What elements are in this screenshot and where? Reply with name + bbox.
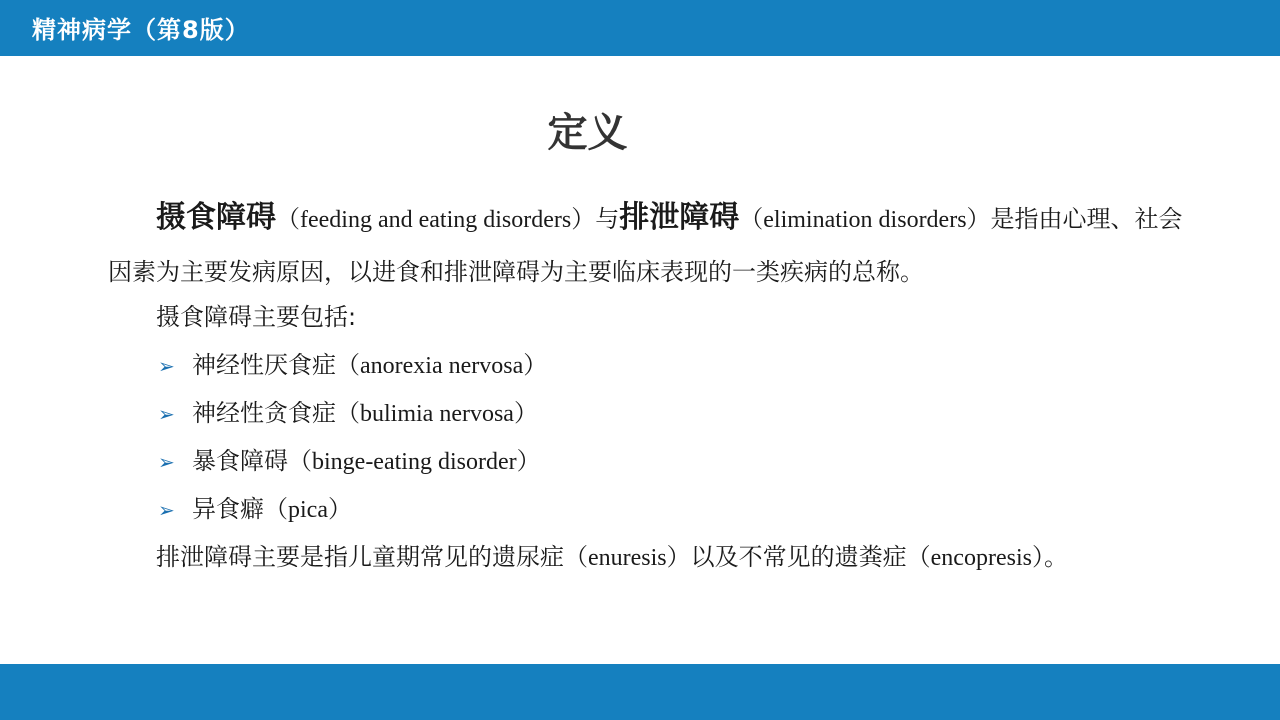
list-item [158, 493, 352, 526]
closing-part2: 以及不常见的遗粪症 [690, 543, 907, 571]
item-en: （bulimia nervosa） [336, 401, 538, 427]
list-item [158, 445, 541, 478]
item-en: （pica） [264, 497, 352, 523]
term-eating-disorders: 摄食障碍 [156, 200, 276, 235]
item-en: （binge-eating disorder） [288, 449, 541, 475]
item-cn: 暴食障碍 [192, 447, 288, 475]
item-en: （anorexia nervosa） [336, 353, 548, 379]
enuresis-en: （enuresis） [564, 545, 691, 571]
definition-paragraph [108, 192, 1193, 298]
list-item [158, 349, 547, 382]
header-bar [0, 0, 1280, 56]
closing-end: 。 [1043, 543, 1068, 571]
connector-text: 与 [595, 205, 620, 233]
term-elimination-disorders: 排泄障碍 [619, 200, 740, 235]
list-item [158, 397, 538, 430]
closing-line [156, 541, 1068, 574]
item-cn: 异食癖 [192, 495, 264, 523]
closing-part1: 排泄障碍主要是指儿童期常见的遗尿症 [156, 543, 564, 571]
book-title: 精神病学（第8版） [32, 16, 250, 44]
term-elimination-disorders-en: （elimination disorders） [739, 207, 991, 233]
item-cn: 神经性厌食症 [192, 351, 336, 379]
definition-text: 是指由心理、社会因素为主要发病原因，以进食和排泄障碍为主要临床表现的一类疾病的总称。 [108, 205, 1183, 286]
item-cn: 神经性贪食症 [192, 399, 336, 427]
arrow-bullet-icon: ➢ [158, 354, 175, 378]
arrow-bullet-icon: ➢ [158, 402, 175, 426]
intro-line: 摄食障碍主要包括: [156, 303, 357, 331]
footer-bar [0, 664, 1280, 720]
arrow-bullet-icon: ➢ [158, 498, 175, 522]
encopresis-en: （encopresis） [906, 545, 1044, 571]
slide-title: 定义 [547, 110, 628, 156]
term-eating-disorders-en: （feeding and eating disorders） [276, 207, 596, 233]
arrow-bullet-icon: ➢ [158, 450, 175, 474]
